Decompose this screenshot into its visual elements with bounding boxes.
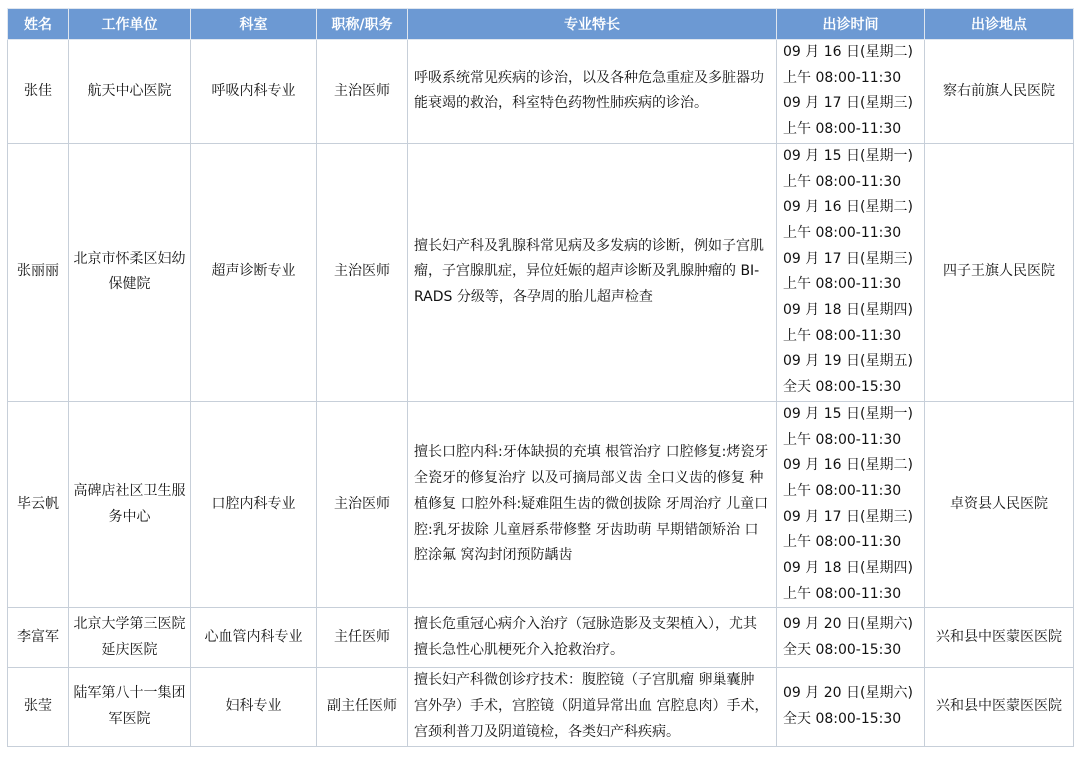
specialty-cell: 擅长口腔内科:牙体缺损的充填 根管治疗 口腔修复:烤瓷牙全瓷牙的修复治疗 以及可摘局部义齿 全口义齿的修复 种植修复 口腔外科:疑难阻生齿的微创拔除 牙周治疗 儿童口腔:乳牙拔除 儿童唇系带修整 牙齿助萌 早期错颌矫治 口腔涂氟 窝沟封闭预防龋齿 — [408, 401, 777, 608]
table-row — [8, 608, 1074, 668]
location-cell: 兴和县中医蒙医医院 — [925, 668, 1074, 746]
dept-cell: 口腔内科专业 — [191, 401, 317, 608]
title-cell: 主治医师 — [317, 143, 408, 401]
time-cell — [777, 40, 925, 144]
title-cell: 主任医师 — [317, 608, 408, 668]
location-cell: 卓资县人民医院 — [925, 401, 1074, 608]
time-slot: 上午 08:00-11:30 — [783, 173, 902, 190]
name-cell: 张莹 — [8, 668, 69, 746]
time-slot: 09 月 19 日(星期五) — [783, 353, 913, 370]
name-cell: 李富军 — [8, 608, 69, 668]
table-row — [8, 668, 1074, 746]
time-slot: 上午 08:00-11:30 — [783, 69, 902, 86]
time-slot: 全天 08:00-15:30 — [783, 379, 902, 396]
time-slot: 全天 08:00-15:30 — [783, 641, 902, 658]
table-row — [8, 40, 1074, 144]
unit-cell: 陆军第八十一集团军医院 — [69, 668, 191, 746]
time-slot: 09 月 15 日(星期一) — [783, 405, 913, 422]
time-slot: 上午 08:00-11:30 — [783, 482, 902, 499]
specialty-cell: 擅长妇产科及乳腺科常见病及多发病的诊断，例如子宫肌瘤，子宫腺肌症，异位妊娠的超声诊断及乳腺肿瘤的 BI-RADS 分级等，各孕周的胎儿超声检查 — [408, 143, 777, 401]
name-cell: 张佳 — [8, 40, 69, 144]
location-cell: 察右前旗人民医院 — [925, 40, 1074, 144]
time-slot: 09 月 20 日(星期六) — [783, 685, 913, 702]
time-cell — [777, 608, 925, 668]
header-location: 出诊地点 — [925, 9, 1074, 40]
time-slot: 09 月 18 日(星期四) — [783, 560, 913, 577]
time-cell — [777, 401, 925, 608]
unit-cell: 北京市怀柔区妇幼保健院 — [69, 143, 191, 401]
time-slot: 09 月 18 日(星期四) — [783, 302, 913, 319]
time-slot: 09 月 16 日(星期二) — [783, 457, 913, 474]
clinic-schedule-table — [7, 8, 1074, 747]
unit-cell: 航天中心医院 — [69, 40, 191, 144]
header-title: 职称/职务 — [317, 9, 408, 40]
specialty-cell: 擅长危重冠心病介入治疗（冠脉造影及支架植入），尤其擅长急性心肌梗死介入抢救治疗。 — [408, 608, 777, 668]
time-cell — [777, 668, 925, 746]
header-dept: 科室 — [191, 9, 317, 40]
dept-cell: 超声诊断专业 — [191, 143, 317, 401]
unit-cell: 高碑店社区卫生服务中心 — [69, 401, 191, 608]
time-slot: 09 月 17 日(星期三) — [783, 508, 913, 525]
time-slot: 上午 08:00-11:30 — [783, 121, 902, 138]
time-slot: 全天 08:00-15:30 — [783, 711, 902, 728]
table-row — [8, 401, 1074, 608]
table-row — [8, 143, 1074, 401]
title-cell: 主治医师 — [317, 40, 408, 144]
time-slot: 上午 08:00-11:30 — [783, 431, 902, 448]
time-slot: 09 月 17 日(星期三) — [783, 250, 913, 267]
dept-cell: 呼吸内科专业 — [191, 40, 317, 144]
time-slot: 上午 08:00-11:30 — [783, 327, 902, 344]
time-slot: 09 月 16 日(星期二) — [783, 44, 913, 60]
dept-cell: 妇科专业 — [191, 668, 317, 746]
time-slot: 09 月 16 日(星期二) — [783, 199, 913, 216]
header-specialty: 专业特长 — [408, 9, 777, 40]
name-cell: 张丽丽 — [8, 143, 69, 401]
time-slot: 上午 08:00-11:30 — [783, 276, 902, 293]
header-name: 姓名 — [8, 9, 69, 40]
title-cell: 副主任医师 — [317, 668, 408, 746]
location-cell: 四子王旗人民医院 — [925, 143, 1074, 401]
unit-cell: 北京大学第三医院延庆医院 — [69, 608, 191, 668]
time-slot: 09 月 17 日(星期三) — [783, 95, 913, 112]
header-time: 出诊时间 — [777, 9, 925, 40]
title-cell: 主治医师 — [317, 401, 408, 608]
time-slot: 09 月 20 日(星期六) — [783, 616, 913, 633]
time-slot: 上午 08:00-11:30 — [783, 224, 902, 241]
header-unit: 工作单位 — [69, 9, 191, 40]
time-slot: 上午 08:00-11:30 — [783, 534, 902, 551]
location-cell: 兴和县中医蒙医医院 — [925, 608, 1074, 668]
dept-cell: 心血管内科专业 — [191, 608, 317, 668]
time-cell — [777, 143, 925, 401]
time-slot: 09 月 15 日(星期一) — [783, 147, 913, 164]
specialty-cell: 呼吸系统常见疾病的诊治，以及各种危急重症及多脏器功能衰竭的救治，科室特色药物性肺疾病的诊治。 — [408, 40, 777, 144]
header-row — [8, 9, 1074, 40]
time-slot: 上午 08:00-11:30 — [783, 585, 902, 602]
specialty-cell: 擅长妇产科微创诊疗技术：腹腔镜（子宫肌瘤 卵巢囊肿 宫外孕）手术，宫腔镜（阴道异常出血 宫腔息肉）手术，宫颈利普刀及阴道镜检，各类妇产科疾病。 — [408, 668, 777, 746]
name-cell: 毕云帆 — [8, 401, 69, 608]
